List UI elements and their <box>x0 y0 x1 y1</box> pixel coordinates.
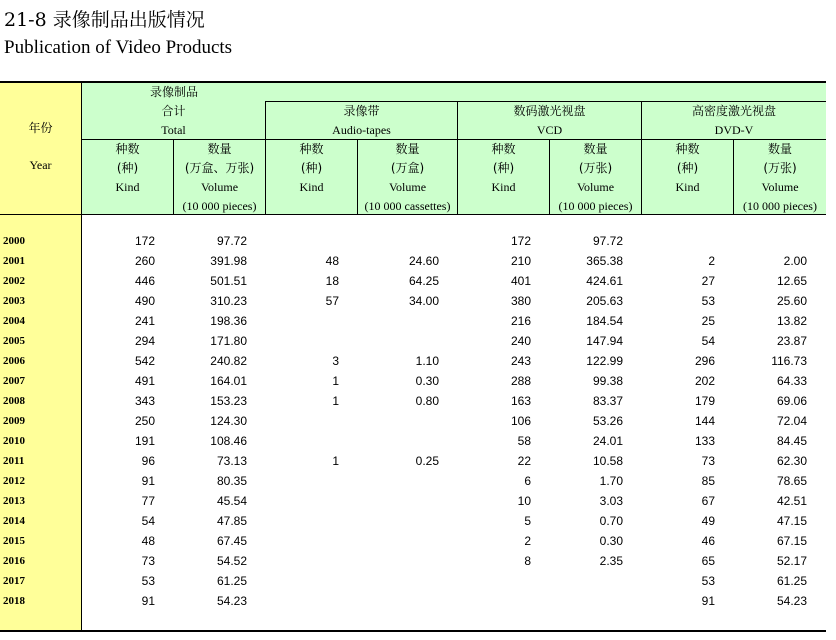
total-volume-header: 数量 (万盒、万张) Volume (10 000 pieces) <box>182 142 257 213</box>
value-cell-tv: 54.52 <box>216 554 247 568</box>
value-cell-tk: 77 <box>141 494 155 508</box>
value-cell-tk: 172 <box>134 234 155 248</box>
value-cell-dk: 53 <box>701 574 715 588</box>
value-cell-dv: 42.51 <box>776 494 807 508</box>
value-cell-dk: 54 <box>701 334 715 348</box>
value-cell-tv: 391.98 <box>210 254 247 268</box>
value-cell-dv: 78.65 <box>776 474 807 488</box>
table-row <box>0 271 826 291</box>
value-cell-tk: 73 <box>141 554 155 568</box>
bottom-rule <box>0 630 826 632</box>
table-row <box>0 431 826 451</box>
table-row <box>0 291 826 311</box>
year-cell: 2000 <box>3 235 25 247</box>
year-header: 年份 Year <box>28 121 53 172</box>
year-cell: 2012 <box>3 475 25 487</box>
value-cell-tv: 67.45 <box>216 534 247 548</box>
value-cell-av: 64.25 <box>408 274 439 288</box>
table-row <box>0 331 826 351</box>
value-cell-tk: 490 <box>134 294 155 308</box>
value-cell-vk: 401 <box>510 274 531 288</box>
value-cell-vv: 184.54 <box>586 314 623 328</box>
value-cell-av: 1.10 <box>415 354 439 368</box>
value-cell-dk: 53 <box>701 294 715 308</box>
value-cell-tv: 124.30 <box>210 414 247 428</box>
year-cell: 2015 <box>3 535 25 547</box>
value-cell-vk: 380 <box>510 294 531 308</box>
value-cell-vv: 3.03 <box>599 494 623 508</box>
value-cell-av: 24.60 <box>408 254 439 268</box>
value-cell-vk: 172 <box>510 234 531 248</box>
value-cell-tk: 250 <box>134 414 155 428</box>
value-cell-vv: 1.70 <box>599 474 623 488</box>
value-cell-dk: 296 <box>694 354 715 368</box>
value-cell-vk: 10 <box>517 494 531 508</box>
value-cell-tv: 153.23 <box>210 394 247 408</box>
value-cell-vv: 24.01 <box>592 434 623 448</box>
value-cell-vk: 240 <box>510 334 531 348</box>
dvd-volume-header: 数量 (万张) Volume (10 000 pieces) <box>743 142 817 213</box>
value-cell-tv: 45.54 <box>216 494 247 508</box>
year-cell: 2011 <box>3 455 25 467</box>
value-cell-tk: 54 <box>141 514 155 528</box>
value-cell-ak: 48 <box>325 254 339 268</box>
value-cell-tv: 47.85 <box>216 514 247 528</box>
year-cell: 2010 <box>3 435 25 447</box>
value-cell-dv: 2.00 <box>783 254 807 268</box>
value-cell-vv: 205.63 <box>586 294 623 308</box>
year-cell: 2002 <box>3 275 25 287</box>
value-cell-vv: 2.35 <box>599 554 623 568</box>
value-cell-tv: 61.25 <box>216 574 247 588</box>
year-cell: 2005 <box>3 335 25 347</box>
value-cell-dk: 73 <box>701 454 715 468</box>
value-cell-dk: 25 <box>701 314 715 328</box>
vcd-header: 数码激光视盘 VCD <box>513 104 586 137</box>
table-row <box>0 551 826 571</box>
value-cell-vk: 58 <box>517 434 531 448</box>
value-cell-ak: 1 <box>332 394 339 408</box>
value-cell-dv: 84.45 <box>776 434 807 448</box>
value-cell-dk: 91 <box>701 594 715 608</box>
value-cell-av: 0.25 <box>415 454 439 468</box>
table-title-en: Publication of Video Products <box>4 37 233 58</box>
value-cell-tv: 54.23 <box>216 594 247 608</box>
value-cell-tk: 343 <box>134 394 155 408</box>
value-cell-tk: 542 <box>134 354 155 368</box>
total-kind-header: 种数 (种) Kind <box>115 142 140 194</box>
value-cell-vv: 0.30 <box>599 534 623 548</box>
value-cell-dk: 46 <box>701 534 715 548</box>
value-cell-dk: 202 <box>694 374 715 388</box>
dvd-kind-header: 种数 (种) Kind <box>675 142 700 194</box>
value-cell-tv: 501.51 <box>210 274 247 288</box>
value-cell-av: 0.80 <box>415 394 439 408</box>
value-cell-vk: 106 <box>510 414 531 428</box>
table-row <box>0 411 826 431</box>
table-row <box>0 311 826 331</box>
value-cell-tv: 97.72 <box>216 234 247 248</box>
value-cell-dk: 85 <box>701 474 715 488</box>
value-cell-vk: 210 <box>510 254 531 268</box>
table-row <box>0 591 826 611</box>
value-cell-vv: 53.26 <box>592 414 623 428</box>
value-cell-tv: 80.35 <box>216 474 247 488</box>
value-cell-dv: 69.06 <box>776 394 807 408</box>
table-row <box>0 251 826 271</box>
value-cell-ak: 1 <box>332 374 339 388</box>
value-cell-ak: 18 <box>325 274 339 288</box>
value-cell-dk: 49 <box>701 514 715 528</box>
value-cell-dv: 61.25 <box>776 574 807 588</box>
value-cell-vk: 163 <box>510 394 531 408</box>
year-cell: 2018 <box>3 595 25 607</box>
value-cell-dv: 13.82 <box>776 314 807 328</box>
value-cell-dv: 72.04 <box>776 414 807 428</box>
year-cell: 2017 <box>3 575 25 587</box>
value-cell-dv: 64.33 <box>776 374 807 388</box>
value-cell-dv: 116.73 <box>771 354 807 368</box>
value-cell-tk: 491 <box>134 374 155 388</box>
value-cell-vk: 288 <box>510 374 531 388</box>
value-cell-dv: 23.87 <box>776 334 807 348</box>
value-cell-vk: 216 <box>510 314 531 328</box>
data-table <box>0 81 826 632</box>
table-row <box>0 391 826 411</box>
group-header: 录像制品 <box>149 85 198 99</box>
value-cell-tk: 260 <box>134 254 155 268</box>
value-cell-dk: 27 <box>701 274 715 288</box>
value-cell-dv: 12.65 <box>776 274 807 288</box>
dvd-header: 高密度激光视盘 DVD-V <box>691 104 776 137</box>
year-cell: 2008 <box>3 395 25 407</box>
value-cell-dk: 65 <box>701 554 715 568</box>
table-row <box>0 491 826 511</box>
value-cell-tk: 241 <box>134 314 155 328</box>
value-cell-vv: 365.38 <box>586 254 623 268</box>
table-body <box>0 231 826 611</box>
value-cell-dk: 144 <box>694 414 715 428</box>
value-cell-ak: 1 <box>332 454 339 468</box>
value-cell-dv: 25.60 <box>776 294 807 308</box>
value-cell-vk: 22 <box>517 454 531 468</box>
year-cell: 2004 <box>3 315 25 327</box>
value-cell-dv: 54.23 <box>776 594 807 608</box>
value-cell-dk: 179 <box>694 394 715 408</box>
value-cell-tk: 91 <box>141 594 155 608</box>
table-row <box>0 371 826 391</box>
value-cell-vk: 243 <box>510 354 531 368</box>
audio-header: 录像带 Audio-tapes <box>332 104 391 137</box>
table-row <box>0 471 826 491</box>
value-cell-ak: 3 <box>332 354 339 368</box>
value-cell-vv: 122.99 <box>586 354 623 368</box>
value-cell-tk: 48 <box>141 534 155 548</box>
value-cell-tk: 294 <box>134 334 155 348</box>
value-cell-tv: 73.13 <box>216 454 247 468</box>
value-cell-tk: 96 <box>141 454 155 468</box>
table-row <box>0 351 826 371</box>
value-cell-vk: 2 <box>524 534 531 548</box>
table-row <box>0 451 826 471</box>
value-cell-dv: 52.17 <box>776 554 807 568</box>
value-cell-ak: 57 <box>325 294 339 308</box>
value-cell-vv: 83.37 <box>592 394 623 408</box>
value-cell-vv: 99.38 <box>592 374 623 388</box>
table-row <box>0 511 826 531</box>
year-cell: 2003 <box>3 295 25 307</box>
year-cell: 2006 <box>3 355 25 367</box>
table-row <box>0 231 826 251</box>
value-cell-tv: 310.23 <box>210 294 247 308</box>
value-cell-tk: 91 <box>141 474 155 488</box>
audio-volume-header: 数量 (万盒) Volume (10 000 cassettes) <box>364 142 451 213</box>
vcd-kind-header: 种数 (种) Kind <box>491 142 516 194</box>
value-cell-dk: 67 <box>701 494 715 508</box>
value-cell-tv: 171.80 <box>210 334 247 348</box>
year-cell: 2009 <box>3 415 25 427</box>
vcd-volume-header: 数量 (万张) Volume (10 000 pieces) <box>558 142 633 213</box>
table-row <box>0 571 826 591</box>
value-cell-av: 0.30 <box>415 374 439 388</box>
value-cell-vk: 6 <box>524 474 531 488</box>
value-cell-tv: 240.82 <box>210 354 247 368</box>
year-cell: 2007 <box>3 375 25 387</box>
value-cell-vv: 10.58 <box>592 454 623 468</box>
value-cell-dv: 47.15 <box>776 514 807 528</box>
value-cell-dv: 62.30 <box>776 454 807 468</box>
value-cell-vk: 8 <box>524 554 531 568</box>
year-cell: 2013 <box>3 495 25 507</box>
value-cell-tv: 198.36 <box>210 314 247 328</box>
year-cell: 2014 <box>3 515 25 527</box>
value-cell-tk: 53 <box>141 574 155 588</box>
audio-kind-header: 种数 (种) Kind <box>299 142 324 194</box>
value-cell-dk: 2 <box>708 254 715 268</box>
value-cell-tv: 164.01 <box>210 374 247 388</box>
year-cell: 2001 <box>3 255 25 267</box>
value-cell-dk: 133 <box>694 434 715 448</box>
table-title-cn: 21-8 录像制品出版情况 <box>4 9 205 31</box>
value-cell-dv: 67.15 <box>776 534 807 548</box>
value-cell-tk: 446 <box>134 274 155 288</box>
value-cell-tv: 108.46 <box>210 434 247 448</box>
value-cell-vv: 0.70 <box>599 514 623 528</box>
value-cell-vv: 147.94 <box>586 334 623 348</box>
value-cell-vv: 97.72 <box>592 234 623 248</box>
value-cell-vk: 5 <box>524 514 531 528</box>
value-cell-tk: 191 <box>134 434 155 448</box>
value-cell-vv: 424.61 <box>586 274 623 288</box>
year-cell: 2016 <box>3 555 25 567</box>
value-cell-av: 34.00 <box>408 294 439 308</box>
total-header: 合计 Total <box>161 104 186 137</box>
table-row <box>0 531 826 551</box>
